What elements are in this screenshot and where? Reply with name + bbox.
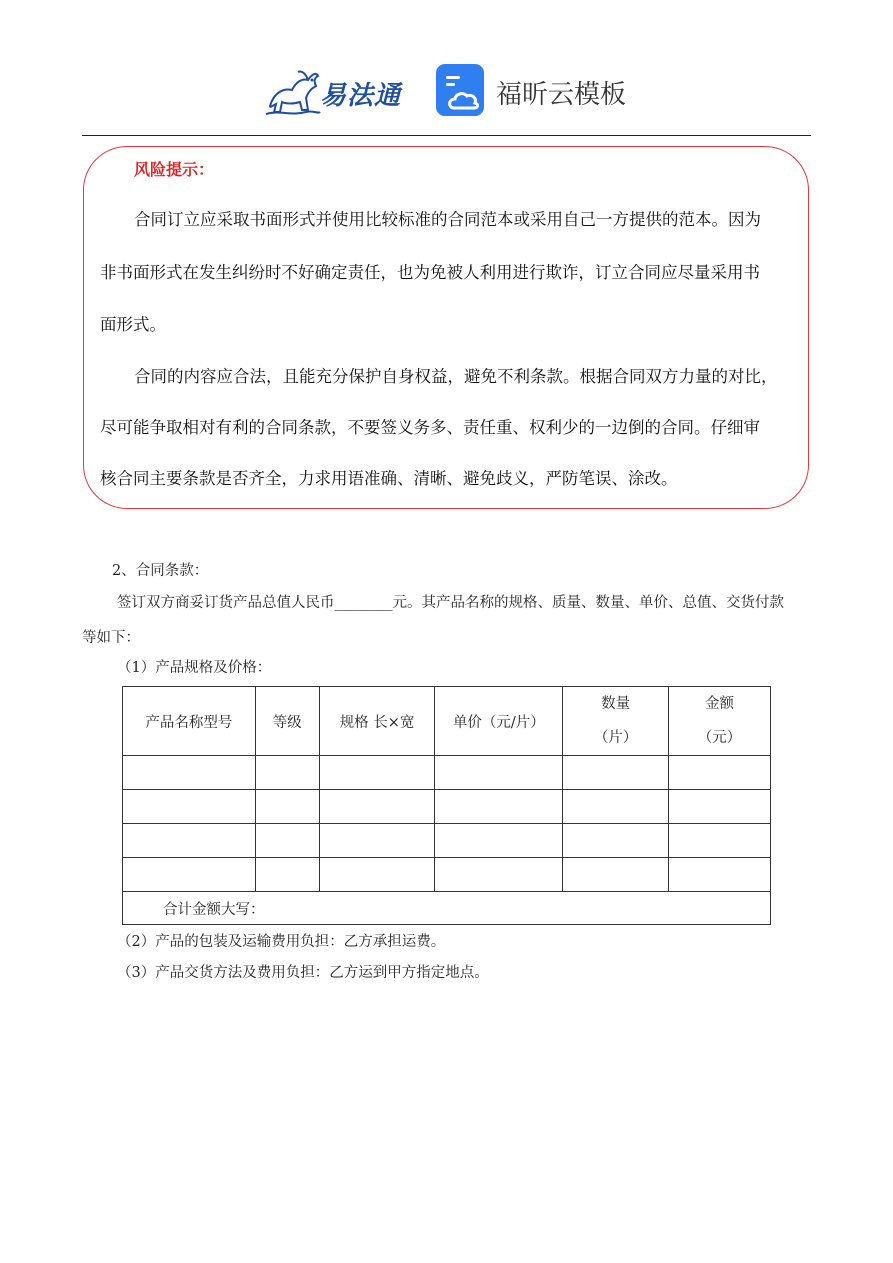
table-cell[interactable] <box>123 824 256 858</box>
table-cell[interactable] <box>435 756 563 790</box>
foxit-logo <box>436 64 636 118</box>
risk-p2-line2: 尽可能争取相对有利的合同条款，不要签义务多、责任重、权利少的一边倒的合同。仔细审 <box>100 418 760 437</box>
header-divider <box>82 135 811 136</box>
header-spec: 规格 长×宽 <box>319 687 435 756</box>
header-quantity-line1: 数量 <box>601 696 631 712</box>
product-table <box>122 686 771 925</box>
table-cell[interactable] <box>563 858 669 892</box>
page-header <box>0 58 893 124</box>
table-cell[interactable] <box>255 790 319 824</box>
section-title: 2、合同条款： <box>112 563 209 579</box>
foxit-cloud-icon <box>436 64 488 116</box>
yifatong-logo <box>262 62 414 120</box>
item-3: （3）产品交货方法及费用负担：乙方运到甲方指定地点。 <box>117 965 489 981</box>
table-row <box>123 790 771 824</box>
risk-p2-line1: 合同的内容应合法，且能充分保护自身权益，避免不利条款。根据合同双方力量的对比， <box>134 367 778 386</box>
table-cell[interactable] <box>255 858 319 892</box>
table-cell[interactable] <box>669 824 771 858</box>
risk-p2-line3: 核合同主要条款是否齐全，力求用语准确、清晰、避免歧义，严防笔误、涂改。 <box>100 469 678 488</box>
header-amount <box>669 687 771 756</box>
qilin-icon <box>262 62 322 120</box>
table-cell[interactable] <box>435 790 563 824</box>
header-unit-price: 单价（元/片） <box>435 687 563 756</box>
risk-p1-line3: 面形式。 <box>100 315 166 334</box>
total-amount-cell[interactable] <box>123 892 771 925</box>
risk-p1-line1: 合同订立应采取书面形式并使用比较标准的合同范本或采用自己一方提供的范本。因为 <box>134 210 761 229</box>
yifatong-text: 易法通 <box>320 81 402 111</box>
table-cell[interactable] <box>319 756 435 790</box>
table-cell[interactable] <box>563 756 669 790</box>
table-cell[interactable] <box>669 858 771 892</box>
table-cell[interactable] <box>123 790 256 824</box>
contract-para-line1: 签订双方商妥订货产品总值人民币________元。其产品名称的规格、质量、数量、单价、总值、交货付款 <box>117 595 784 611</box>
table-cell[interactable] <box>319 824 435 858</box>
item-2: （2）产品的包装及运输费用负担：乙方承担运费。 <box>117 934 446 950</box>
table-cell[interactable] <box>669 790 771 824</box>
table-header-row <box>123 687 771 756</box>
header-grade: 等级 <box>255 687 319 756</box>
table-cell[interactable] <box>255 756 319 790</box>
table-cell[interactable] <box>435 824 563 858</box>
table-cell[interactable] <box>563 824 669 858</box>
contract-para-line2: 等如下： <box>82 630 140 646</box>
table-row <box>123 756 771 790</box>
header-product-name: 产品名称型号 <box>123 687 256 756</box>
total-amount-label: 合计金额大写： <box>163 901 265 918</box>
table-cell[interactable] <box>563 790 669 824</box>
header-amount-line1: 金额 <box>705 696 735 712</box>
table-cell[interactable] <box>123 858 256 892</box>
table-row <box>123 858 771 892</box>
table-cell[interactable] <box>123 756 256 790</box>
table-row <box>123 824 771 858</box>
table-cell[interactable] <box>319 858 435 892</box>
header-amount-line2: （元） <box>697 730 742 746</box>
table-total-row <box>123 892 771 925</box>
item-1: （1）产品规格及价格： <box>117 660 272 676</box>
risk-title: 风险提示： <box>134 160 215 179</box>
table-cell[interactable] <box>319 790 435 824</box>
risk-p1-line2: 非书面形式在发生纠纷时不好确定责任，也为免被人利用进行欺诈，订立合同应尽量采用书 <box>100 263 760 282</box>
table-cell[interactable] <box>435 858 563 892</box>
table-cell[interactable] <box>255 824 319 858</box>
header-quantity <box>563 687 669 756</box>
table-cell[interactable] <box>669 756 771 790</box>
foxit-template-text: 福昕云模板 <box>496 80 627 110</box>
header-quantity-line2: （片） <box>593 730 638 746</box>
